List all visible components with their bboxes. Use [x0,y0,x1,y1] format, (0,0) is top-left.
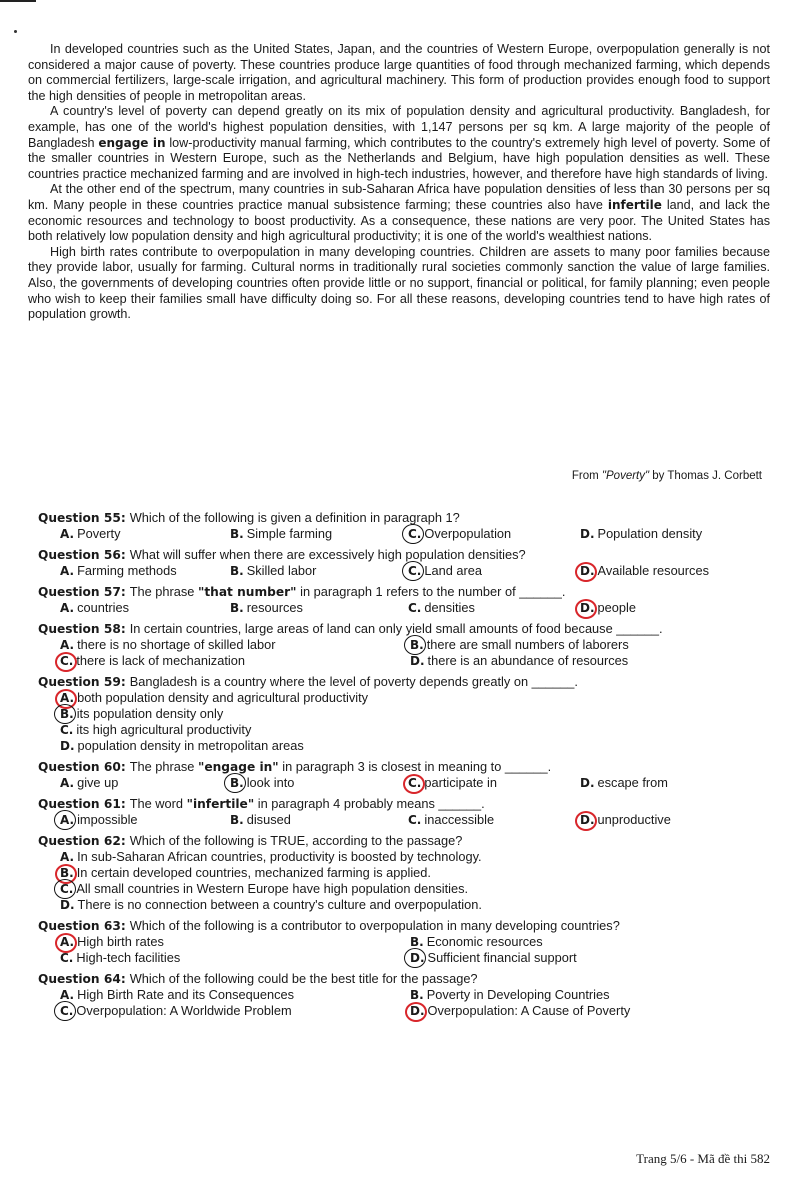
source-author: by Thomas J. Corbett [649,470,762,482]
question-text: Which of the following is given a definition in paragraph 1? [129,510,460,525]
question-text-a: The word [129,796,187,811]
option-text: High-tech facilities [76,950,181,965]
option-letter: A. [60,601,75,615]
circled-option-letter: D. [580,564,595,578]
question-block [38,547,770,579]
circled-option-letter: D. [580,813,595,827]
answer-option[interactable] [60,637,410,653]
option-letter: B. [230,813,244,827]
question-block [38,918,770,966]
option-text: Overpopulation: A Cause of Poverty [427,1003,631,1018]
paragraph-2-text-b: low-productivity manual farming, which contributes to the country's extremely high level of poverty. Some of the smaller countries in Western Europe, such as the Netherlands and Belgium, have high population densities as well. These countries practice mechanized farming and are involved in high-tech industries, however, and therefore have high standards of living. [28,135,770,181]
page-footer: Trang 5/6 - Mã đề thi 582 [636,1151,770,1166]
answer-option[interactable] [60,881,770,897]
reading-passage [28,42,770,323]
question-number: Question 61: [38,797,126,811]
question-text-b: in paragraph 4 probably means ______. [254,796,485,811]
option-text: Available resources [597,563,709,578]
answer-option[interactable] [408,526,580,542]
answer-option[interactable] [230,563,408,579]
answer-option[interactable] [410,987,770,1003]
option-letter: C. [408,601,422,615]
answer-option[interactable] [60,690,770,706]
question-number: Question 60: [38,760,126,774]
question-block [38,759,770,791]
question-text: Which of the following could be the best title for the passage? [129,971,478,986]
answer-option[interactable] [230,812,408,828]
option-text: population density in metropolitan areas [77,738,304,753]
question-stem [38,796,770,812]
option-letter: D. [60,898,75,912]
option-text: Economic resources [426,934,543,949]
option-letter: B. [230,601,244,615]
circled-option-letter: D. [410,1004,425,1018]
answer-option[interactable] [60,526,230,542]
option-text: there is no shortage of skilled labor [77,637,276,652]
margin-dot [14,30,17,33]
circled-option-letter: B. [60,866,74,880]
option-text: Skilled labor [246,563,317,578]
option-text: there is an abundance of resources [427,653,629,668]
answer-option[interactable] [230,526,408,542]
option-text: Poverty [77,526,121,541]
option-text: there are small numbers of laborers [426,637,629,652]
question-text: Which of the following is a contributor to overpopulation in many developing countries? [129,918,620,933]
option-letter: B. [230,527,244,541]
paragraph-1: In developed countries such as the United States, Japan, and the countries of Western Europe, overpopulation generally is not considered a major cause of poverty. These countries produce large quantities of food through mechanized farming, which depends on commercial fertilizers, large-scale irrigation, and agricultural machinery. This form of production provides enough food to support the high densities of people in metropolitan areas. [28,42,770,103]
circled-option-letter: B. [410,638,424,652]
circled-option-letter: D. [410,951,425,965]
circled-option-letter: A. [60,935,75,949]
question-key-phrase: "engage in" [197,760,279,774]
question-stem [38,833,770,849]
answer-options [38,775,770,791]
answer-option[interactable] [60,706,770,722]
answer-options [38,690,770,754]
option-letter: C. [408,813,422,827]
paragraph-3-bold: infertile [607,197,662,212]
option-text: In sub-Saharan African countries, productivity is boosted by technology. [77,849,482,864]
question-stem [38,547,770,563]
option-text: impossible [77,812,138,827]
answer-option[interactable] [60,738,770,754]
option-text: Simple farming [246,526,333,541]
option-letter: C. [60,723,74,737]
question-text: Which of the following is TRUE, according to the passage? [129,833,463,848]
question-number: Question 62: [38,834,126,848]
option-text: its population density only [76,706,224,721]
question-number: Question 59: [38,675,126,689]
circled-option-letter: D. [580,601,595,615]
answer-option[interactable] [408,600,580,616]
option-text: unproductive [597,812,671,827]
answer-option[interactable] [410,950,770,966]
option-letter: A. [60,527,75,541]
question-text-b: in paragraph 3 is closest in meaning to ______. [278,759,552,774]
question-number: Question 63: [38,919,126,933]
option-text: Overpopulation: A Worldwide Problem [76,1003,292,1018]
option-letter: A. [60,564,75,578]
answer-option[interactable] [580,812,770,828]
option-text: Overpopulation [424,526,512,541]
answer-option[interactable] [410,653,770,669]
option-letter: B. [410,988,424,1002]
option-text: inaccessible [424,812,495,827]
option-letter: D. [410,654,425,668]
question-text [130,796,485,811]
option-text: resources [246,600,303,615]
option-text: High birth rates [77,934,164,949]
option-text: Farming methods [77,563,177,578]
circled-option-letter: C. [408,776,422,790]
circled-option-letter: C. [408,527,422,541]
question-number: Question 58: [38,622,126,636]
option-text: both population density and agricultural productivity [77,690,369,705]
question-text [130,584,566,599]
answer-option[interactable] [60,849,770,865]
paragraph-2-bold: engage in [98,135,166,150]
question-block [38,674,770,754]
option-letter: C. [60,951,74,965]
question-stem [38,759,770,775]
answer-option[interactable] [60,1003,410,1019]
answer-option[interactable] [60,812,230,828]
answer-options [38,987,770,1019]
question-number: Question 55: [38,511,126,525]
answer-option[interactable] [580,526,770,542]
option-text: look into [246,775,295,790]
paragraph-2-text-a: A country's level of poverty can depend greatly on its mix of population density and agricultural productivity. Bangladesh, for example, has one of the world's highest population densities, with 1,147 persons per sq km. A large majority of the people of Bangladesh [28,104,770,150]
answer-option[interactable] [60,563,230,579]
circled-option-letter: B. [230,776,244,790]
option-text: Sufficient financial support [427,950,577,965]
answer-options [38,637,770,669]
answer-option[interactable] [60,653,410,669]
answer-option[interactable] [410,1003,770,1019]
option-letter: B. [230,564,244,578]
paragraph-3-text-a: At the other end of the spectrum, many countries in sub-Saharan Africa have population densities of less than 30 persons per sq km. Many people in these countries practice manual subsistence farming; these countries also have [28,182,770,212]
paragraph-4: High birth rates contribute to overpopulation in many developing countries. Children are assets to many poor families because they provide labor, usually for farming. Cultural norms in traditionally rural societies commonly sanction the value of large families. Also, the governments of developing countries often provide little or no support, financial or political, for family planning; even people who wish to keep their families small have difficulty doing so. For all these reasons, developing countries tend to have high rates of population growth. [28,244,770,322]
answer-option[interactable] [580,600,770,616]
option-text: In certain developed countries, mechanized farming is applied. [76,865,431,880]
question-number: Question 57: [38,585,126,599]
question-stem [38,674,770,690]
answer-option[interactable] [410,934,770,950]
source-prefix: From [571,470,602,482]
answer-option[interactable] [410,637,770,653]
option-text: escape from [597,775,668,790]
question-text: In certain countries, large areas of land can only yield small amounts of food because ______. [129,621,663,636]
question-stem [38,510,770,526]
answer-option[interactable] [60,600,230,616]
option-letter: A. [60,850,75,864]
question-text-a: The phrase [129,584,198,599]
question-block [38,621,770,669]
question-number: Question 64: [38,972,126,986]
question-block [38,510,770,542]
circled-option-letter: C. [60,882,74,896]
option-text: There is no connection between a country's culture and overpopulation. [77,897,482,912]
circled-option-letter: C. [408,564,422,578]
question-block [38,833,770,913]
question-text-b: in paragraph 1 refers to the number of ______. [296,584,566,599]
option-letter: A. [60,638,75,652]
paragraph-3-text-b: land, and lack the economic resources and technology to boost productivity. As a consequence, these nations are very poor. The United States has both relatively low population density and high agricultural productivity; it is one of the world's wealthiest nations. [28,197,770,244]
circled-option-letter: A. [60,813,75,827]
answer-options [38,849,770,913]
option-letter: D. [580,776,595,790]
question-stem [38,971,770,987]
circled-option-letter: B. [60,707,74,721]
option-text: people [597,600,636,615]
answer-option[interactable] [60,722,770,738]
answer-option[interactable] [60,987,410,1003]
answer-option[interactable] [408,563,580,579]
option-text: All small countries in Western Europe have high population densities. [76,881,469,896]
question-block [38,971,770,1019]
paragraph-3 [28,182,770,244]
question-key-phrase: "that number" [197,585,297,599]
answer-options [38,600,770,616]
question-number: Question 56: [38,548,126,562]
option-text: disused [246,812,291,827]
question-text [130,759,551,774]
question-block [38,584,770,616]
answer-options [38,563,770,579]
passage-source [572,470,762,482]
option-text: there is lack of mechanization [76,653,245,668]
answer-option[interactable] [408,775,580,791]
answer-option[interactable] [408,812,580,828]
question-text-a: The phrase [129,759,198,774]
option-letter: A. [60,988,75,1002]
answer-option[interactable] [60,934,410,950]
circled-option-letter: C. [60,654,74,668]
source-title: "Poverty" [601,470,650,482]
question-stem [38,918,770,934]
answer-options [38,812,770,828]
circled-option-letter: C. [60,1004,74,1018]
option-text: participate in [424,775,497,790]
option-text: densities [424,600,475,615]
answer-option[interactable] [580,775,770,791]
answer-option[interactable] [60,775,230,791]
answer-option[interactable] [60,897,770,913]
question-key-phrase: "infertile" [186,797,255,811]
answer-options [38,526,770,542]
paragraph-2 [28,104,770,182]
option-text: its high agricultural productivity [76,722,252,737]
option-letter: B. [410,935,424,949]
answer-option[interactable] [60,865,770,881]
question-stem [38,584,770,600]
option-text: countries [77,600,130,615]
answer-option[interactable] [60,950,410,966]
option-letter: D. [580,527,595,541]
question-text: Bangladesh is a country where the level of poverty depends greatly on ______. [129,674,578,689]
question-block [38,796,770,828]
question-list [38,510,770,1024]
answer-option[interactable] [580,563,770,579]
option-text: Land area [424,563,483,578]
option-text: give up [77,775,119,790]
option-text: High Birth Rate and its Consequences [77,987,295,1002]
option-text: Poverty in Developing Countries [426,987,610,1002]
option-letter: D. [60,739,75,753]
question-text: What will suffer when there are excessively high population densities? [129,547,526,562]
answer-options [38,934,770,966]
option-text: Population density [597,526,703,541]
option-letter: A. [60,776,75,790]
question-stem [38,621,770,637]
answer-option[interactable] [230,775,408,791]
answer-option[interactable] [230,600,408,616]
circled-option-letter: A. [60,691,75,705]
top-rule [0,0,36,2]
